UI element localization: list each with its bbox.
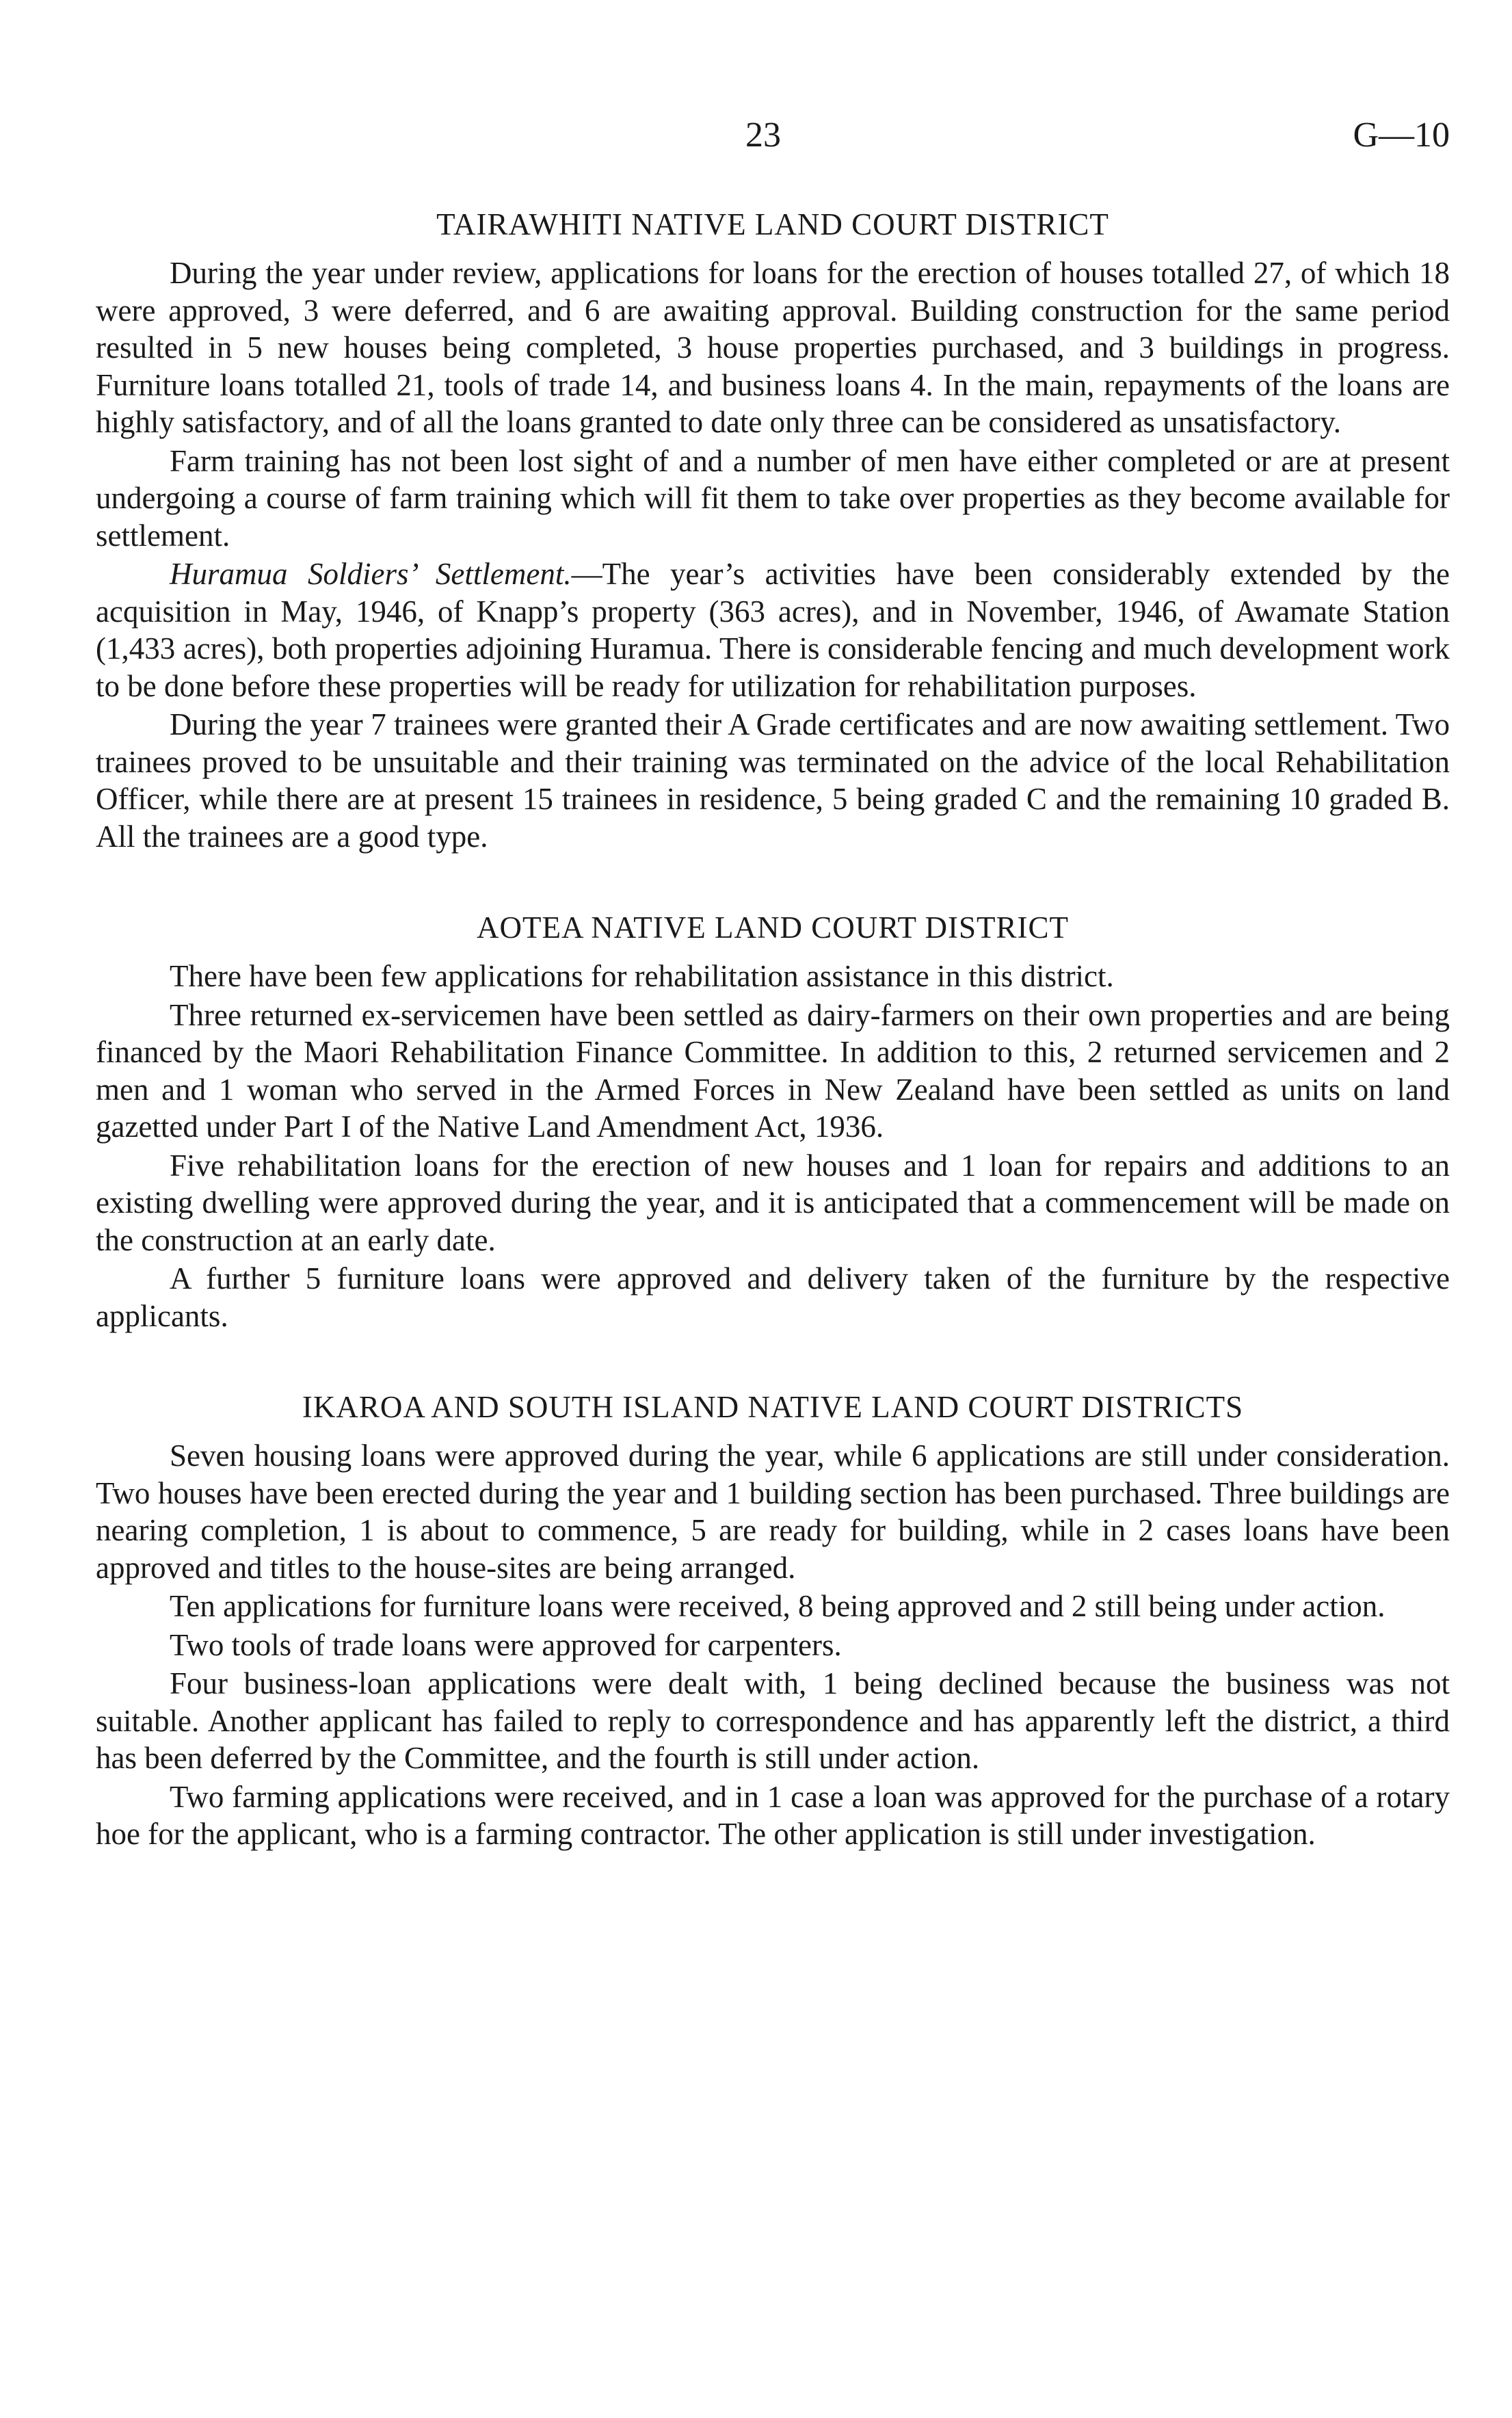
paragraph xyxy=(96,1665,1450,1777)
paragraph-text: Five rehabilitation loans for the erection of new houses and 1 loan for repairs and additions to an existing dwelling were approved during the year, and it is anticipated that a commencement will be made on the construction at an early date. xyxy=(96,1148,1450,1257)
paragraph-text: Four business-loan applications were dealt with, 1 being declined because the business was not suitable. Another applicant has failed to reply to correspondence and has apparently left the district, a third has been deferred by the Committee, and the fourth is still under action. xyxy=(96,1666,1450,1775)
document-code: G—10 xyxy=(1353,116,1450,155)
paragraph xyxy=(96,443,1450,555)
section-tairawhiti xyxy=(96,205,1450,855)
paragraph xyxy=(96,1588,1450,1625)
paragraph xyxy=(96,1260,1450,1335)
page-body xyxy=(96,205,1450,1906)
paragraph xyxy=(96,1778,1450,1853)
paragraph xyxy=(96,997,1450,1146)
paragraph-text: Two farming applications were received, and in 1 case a loan was approved for the purchase of a rotary hoe for the applicant, who is a farming contractor. The other application is still under investigation. xyxy=(96,1779,1450,1851)
paragraph-italic-lead: Huramua Soldiers’ Settlement. xyxy=(170,557,572,591)
paragraph-text: Seven housing loans were approved during the year, while 6 applications are still under consideration. Two houses have been erected during the year and 1 building section has been purchased. Three buildings are nearing completion, 1 is about to commence, 5 are ready for building, while in 2 cases loans have been approved and titles to the house-sites are being arranged. xyxy=(96,1438,1450,1585)
paragraph xyxy=(96,1147,1450,1259)
section-heading: IKAROA AND SOUTH ISLAND NATIVE LAND COURT DISTRICTS xyxy=(302,1390,1244,1424)
paragraph xyxy=(96,254,1450,441)
paragraph-text: Farm training has not been lost sight of and a number of men have either completed or are at present undergoing a course of farm training which will fit them to take over properties as they become available for settlement. xyxy=(96,443,1450,553)
page-number: 23 xyxy=(745,116,781,155)
page-header xyxy=(96,115,1450,163)
section-ikaroa-south-island xyxy=(96,1388,1450,1853)
section-aotea xyxy=(96,908,1450,1335)
paragraph-text: During the year under review, applications for loans for the erection of houses totalled 27, of which 18 were approved, 3 were deferred, and 6 are awaiting approval. Building construction for the same period resulted in 5 new houses being completed, 3 house properties purchased, and 3 buildings in progress. Furniture loans totalled 21, tools of trade 14, and business loans 4. In the main, repayments of the loans are highly satisfactory, and of all the loans granted to date only three can be considered as unsatisfactory. xyxy=(96,256,1450,439)
section-heading: TAIRAWHITI NATIVE LAND COURT DISTRICT xyxy=(436,207,1109,241)
paragraph xyxy=(96,555,1450,705)
paragraph-text: Three returned ex-servicemen have been settled as dairy-farmers on their own properties and are being financed by the Maori Rehabilitation Finance Committee. In addition to this, 2 returned servicemen and 2 men and 1 woman who served in the Armed Forces in New Zealand have been settled as units on land gazetted under Part I of the Native Land Amendment Act, 1936. xyxy=(96,997,1450,1144)
section-heading: AOTEA NATIVE LAND COURT DISTRICT xyxy=(477,910,1069,945)
paragraph-text: Ten applications for furniture loans were received, 8 being approved and 2 still being under action. xyxy=(170,1589,1385,1623)
paragraph xyxy=(96,1627,1450,1664)
paragraph-text: During the year 7 trainees were granted their A Grade certificates and are now awaiting settlement. Two trainees proved to be unsuitable and their training was terminated on the advice of the local Rehabilitation Officer, while there are at present 15 trainees in residence, 5 being graded C and the remaining 10 graded B. All the trainees are a good type. xyxy=(96,707,1450,854)
paragraph-text: A further 5 furniture loans were approved and delivery taken of the furniture by the respective applicants. xyxy=(96,1261,1450,1333)
paragraph xyxy=(96,706,1450,855)
paragraph xyxy=(96,1437,1450,1586)
paragraph-text: There have been few applications for rehabilitation assistance in this district. xyxy=(170,959,1114,993)
paragraph-text: —The year’s activities have been considerably extended by the acquisition in May, 1946, of Knapp’s property (363 acres), and in November, 1946, of Awamate Station (1,433 acres), both properties adjoining Huramua. There is considerable fencing and much development work to be done before these properties will be ready for utilization for rehabilitation purposes. xyxy=(96,557,1450,703)
paragraph-text: Two tools of trade loans were approved for carpenters. xyxy=(170,1627,842,1662)
paragraph xyxy=(96,958,1450,995)
